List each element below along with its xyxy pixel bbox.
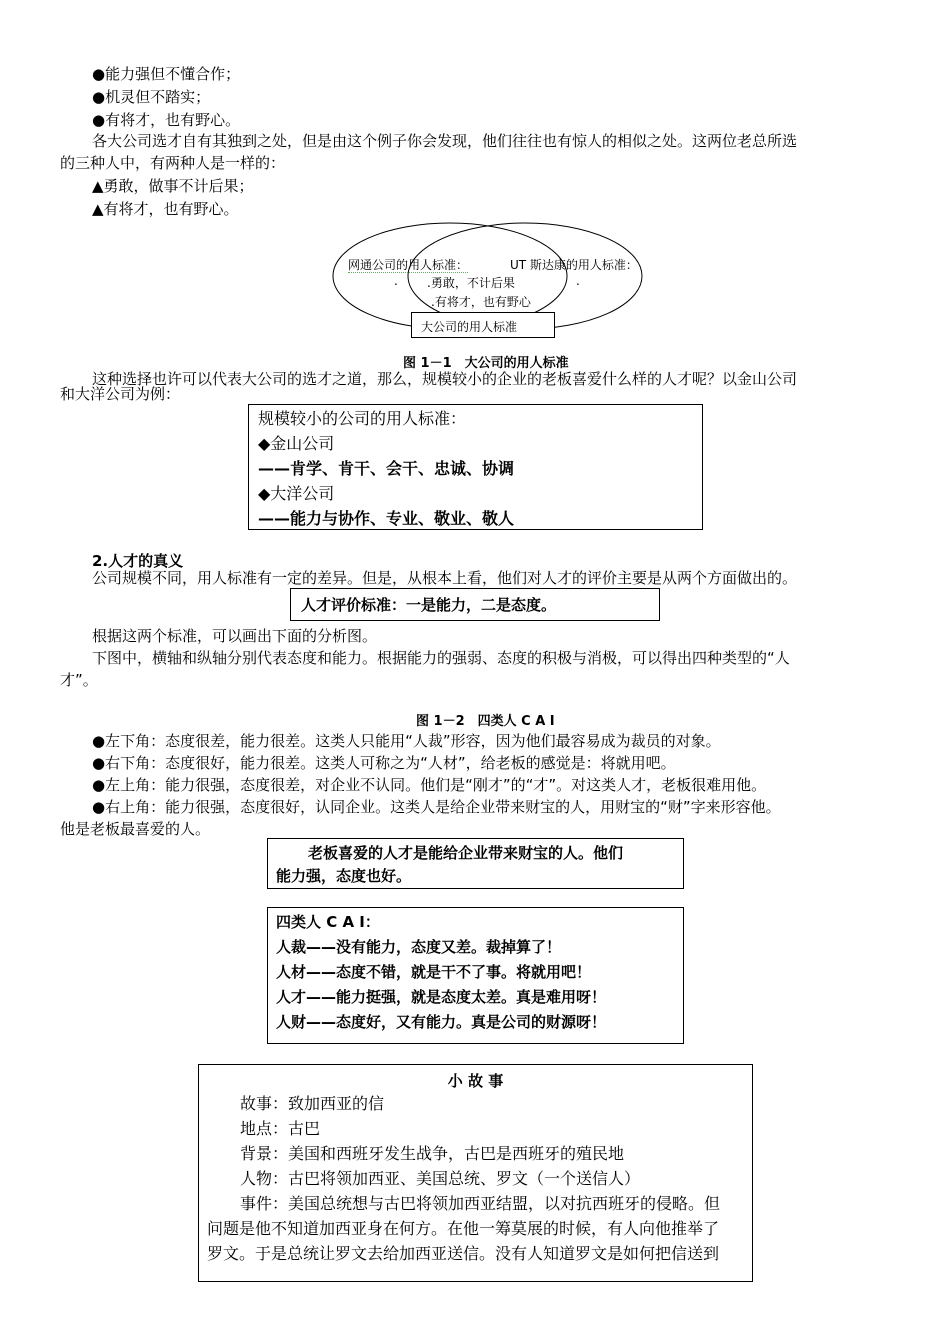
cai-four-types-box [267, 907, 684, 1044]
talent-criteria-text: 人才评价标准：一是能力，二是态度。 [301, 596, 557, 614]
venn-right-dot: . [576, 274, 580, 288]
story-event-line1: 事件：美国总统想与古巴将领加西亚结盟，以对抗西班牙的侵略。但 [240, 1194, 721, 1213]
bullet-talent-ambition: ●有将才，也有野心。 [92, 111, 241, 129]
small-co-box-title: 规模较小的公司的用人标准： [258, 409, 467, 428]
figure-1-2-caption: 图 1－2 四类人 C A I [416, 714, 555, 729]
venn-overlap-brave: .勇敢，不计后果 [427, 276, 515, 290]
quadrant-bottom-right: ●右下角：态度很好，能力很差。这类人可称之为“人材”，给老板的感觉是：将就用吧。 [92, 754, 676, 772]
cai-item-rencai-talent: 人才——能力挺强，就是态度太差。真是难用呀！ [276, 988, 607, 1006]
quadrant-top-right: ●右上角：能力很强，态度很好，认同企业。这类人是给企业带来财宝的人，用财宝的“财”字来形容他。 [92, 798, 781, 816]
cai-item-rencai-cut: 人裁——没有能力，态度又差。裁掉算了！ [276, 938, 562, 956]
boss-box-line2: 能力强，态度也好。 [276, 867, 412, 885]
intro-para-line1: 各大公司选才自有其独到之处，但是由这个例子你会发现，他们往往也有惊人的相似之处。这两位老总所选 [92, 132, 798, 150]
story-people: 人物：古巴将领加西亚、美国总统、罗文（一个送信人） [240, 1169, 641, 1188]
venn-left-label: 网通公司的用人标准： [348, 258, 469, 272]
venn-left-dot: . [394, 274, 398, 288]
cai-item-rencai-material: 人材——态度不错，就是干不了事。将就用吧！ [276, 963, 592, 981]
small-co-para-line1: 这种选择也许可以代表大公司的选才之道，那么，规模较小的企业的老板喜爱什么样的人才呢？以金山公司 [92, 370, 798, 388]
cai-item-rencai-wealth: 人财——态度好，又有能力。真是公司的财源呀！ [276, 1013, 607, 1031]
small-co-dayang-traits: ——能力与协作、专业、敬业、敬人 [258, 509, 515, 528]
section2-para3-line2: 才”。 [60, 671, 98, 689]
small-co-kingsoft: ◆金山公司 [258, 434, 335, 453]
figure-1-1-caption: 图 1－1 大公司的用人标准 [403, 356, 569, 371]
section2-para3-line1: 下图中，横轴和纵轴分别代表态度和能力。根据能力的强弱、态度的积极与消极，可以得出四种类型的“人 [92, 649, 790, 667]
section2-para: 公司规模不同，用人标准有一定的差异。但是，从根本上看，他们对人才的评价主要是从两个方面做出的。 [92, 569, 798, 587]
story-box-title: 小 故 事 [447, 1072, 504, 1090]
section-heading-talent-meaning: 2.人才的真义 [92, 552, 184, 570]
small-company-standards-box [248, 404, 703, 530]
story-box [198, 1064, 753, 1282]
quadrant-last-line: 他是老板最喜爱的人。 [60, 820, 211, 838]
talent-criteria-box [290, 588, 660, 621]
bullet-smart-not-steady: ●机灵但不踏实； [92, 88, 211, 106]
venn-right-label: UT 斯达康的用人标准： [510, 258, 638, 272]
venn-bottom-box [411, 312, 555, 338]
boss-favorite-box [267, 838, 684, 889]
venn-bottom-box-label: 大公司的用人标准 [421, 320, 518, 334]
cai-box-title: 四类人 C A I： [276, 913, 380, 931]
small-co-kingsoft-traits: ——肯学、肯干、会干、忠诚、协调 [258, 459, 515, 478]
quadrant-top-left: ●左上角：能力很强，态度很差，对企业不认同。他们是“刚才”的“才”。对这类人才，老板很难用他。 [92, 776, 767, 794]
venn-overlap-talent: .有将才，也有野心 [431, 295, 531, 309]
section2-para2: 根据这两个标准，可以画出下面的分析图。 [92, 627, 378, 645]
story-place: 地点：古巴 [240, 1119, 321, 1138]
triangle-bullet-brave: ▲勇敢，做事不计后果； [92, 177, 254, 195]
bullet-capable-no-cooperation: ●能力强但不懂合作； [92, 65, 241, 83]
story-event-line3: 罗文。于是总统让罗文去给加西亚送信。没有人知道罗文是如何把信送到 [207, 1244, 720, 1263]
small-co-para-line2: 和大洋公司为例： [60, 385, 181, 403]
story-name: 故事：致加西亚的信 [240, 1094, 385, 1113]
story-event-line2: 问题是他不知道加西亚身在何方。在他一筹莫展的时候，有人向他推举了 [207, 1219, 720, 1238]
small-co-dayang: ◆大洋公司 [258, 484, 335, 503]
story-background: 背景：美国和西班牙发生战争，古巴是西班牙的殖民地 [240, 1144, 625, 1163]
intro-para-line2: 的三种人中，有两种人是一样的： [60, 154, 286, 172]
quadrant-bottom-left: ●左下角：态度很差，能力很差。这类人只能用“人裁”形容，因为他们最容易成为裁员的对象。 [92, 732, 721, 750]
boss-box-line1: 老板喜爱的人才是能给企业带来财宝的人。他们 [308, 844, 624, 862]
triangle-bullet-talent: ▲有将才，也有野心。 [92, 200, 239, 218]
